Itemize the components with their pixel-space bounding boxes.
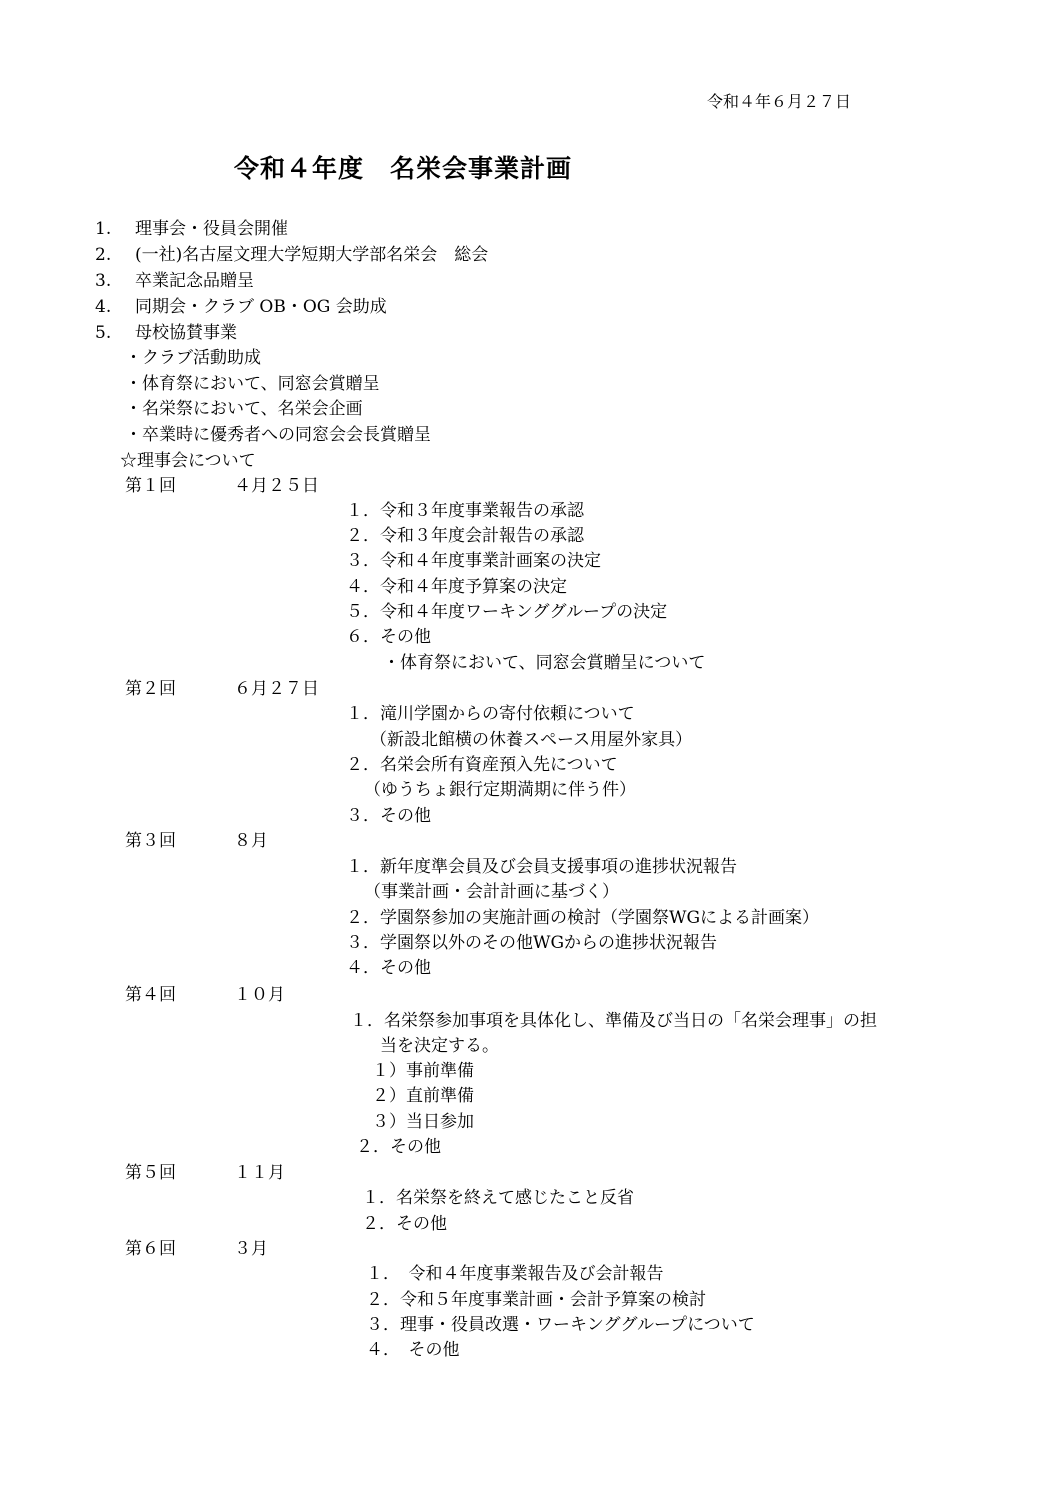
agenda-item: ４．令和４年度予算案の決定 bbox=[346, 577, 567, 597]
agenda-item: ３．理事・役員改選・ワーキンググループについて bbox=[366, 1315, 755, 1335]
plan-item-text: 母校協賛事業 bbox=[135, 323, 237, 343]
agenda-item: （新設北館横の休養スペース用屋外家具） bbox=[370, 730, 693, 750]
agenda-item: ５．令和４年度ワーキンググループの決定 bbox=[346, 602, 668, 622]
meeting-label: 第６回 bbox=[125, 1239, 176, 1259]
plan-item-number: 4. bbox=[95, 297, 112, 317]
agenda-item: １． 令和４年度事業報告及び会計報告 bbox=[366, 1264, 664, 1284]
sub-item: ・卒業時に優秀者への同窓会会長賞贈呈 bbox=[125, 425, 431, 445]
sub-item: ・名栄祭において、名栄会企画 bbox=[125, 399, 363, 419]
sub-item: ・クラブ活動助成 bbox=[125, 348, 261, 368]
meeting-label: 第１回 bbox=[125, 476, 176, 496]
document-date: 令和４年６月２７日 bbox=[707, 92, 852, 111]
agenda-item: ３）当日参加 bbox=[372, 1112, 474, 1132]
agenda-item: １．滝川学園からの寄付依頼について bbox=[346, 704, 635, 724]
agenda-item: １．名栄祭を終えて感じたこと反省 bbox=[362, 1188, 634, 1208]
plan-item-text: 同期会・クラブ OB・OG 会助成 bbox=[135, 297, 387, 317]
agenda-item: ・体育祭において、同窓会賞贈呈について bbox=[383, 653, 706, 673]
plan-item-number: 3. bbox=[95, 271, 112, 291]
meeting-label: 第５回 bbox=[125, 1163, 176, 1183]
agenda-item: ３．その他 bbox=[346, 806, 431, 826]
plan-item-number: 5. bbox=[95, 323, 112, 343]
meeting-label: 第２回 bbox=[125, 679, 176, 699]
agenda-item: ２．その他 bbox=[356, 1137, 441, 1157]
agenda-item: ４．その他 bbox=[346, 958, 431, 978]
agenda-item: ２）直前準備 bbox=[372, 1086, 474, 1106]
agenda-item: ２．令和３年度会計報告の承認 bbox=[346, 526, 584, 546]
agenda-item: １．令和３年度事業報告の承認 bbox=[346, 501, 584, 521]
meeting-date: ８月 bbox=[234, 831, 268, 851]
meeting-label: 第３回 bbox=[125, 831, 176, 851]
agenda-item: ４． その他 bbox=[366, 1340, 460, 1360]
agenda-item: ２．その他 bbox=[362, 1214, 447, 1234]
meeting-label: 第４回 bbox=[125, 985, 176, 1005]
meeting-date: １１月 bbox=[234, 1163, 285, 1183]
agenda-item: （ゆうちょ銀行定期満期に伴う件） bbox=[364, 780, 636, 800]
agenda-item: １．新年度準会員及び会員支援事項の進捗状況報告 bbox=[346, 857, 737, 877]
plan-item-text: (一社)名古屋文理大学短期大学部名栄会 総会 bbox=[135, 245, 489, 265]
meeting-date: ６月２７日 bbox=[234, 679, 319, 699]
agenda-item: ２．学園祭参加の実施計画の検討（学園祭WGによる計画案） bbox=[346, 908, 820, 928]
agenda-item: ３．令和４年度事業計画案の決定 bbox=[346, 551, 601, 571]
board-heading: ☆理事会について bbox=[120, 451, 256, 471]
agenda-item: 当を決定する。 bbox=[380, 1036, 499, 1056]
agenda-item: １．名栄祭参加事項を具体化し、準備及び当日の「名栄会理事」の担 bbox=[350, 1011, 877, 1031]
plan-item-number: 2. bbox=[95, 245, 112, 265]
agenda-item: １）事前準備 bbox=[372, 1061, 474, 1081]
document-title: 令和４年度 名栄会事業計画 bbox=[234, 154, 573, 183]
meeting-date: ４月２５日 bbox=[234, 476, 319, 496]
plan-item-text: 卒業記念品贈呈 bbox=[135, 271, 254, 291]
meeting-date: ３月 bbox=[234, 1239, 268, 1259]
sub-item: ・体育祭において、同窓会賞贈呈 bbox=[125, 374, 380, 394]
meeting-date: １０月 bbox=[234, 985, 285, 1005]
agenda-item: ６．その他 bbox=[346, 627, 431, 647]
plan-item-number: 1. bbox=[95, 219, 112, 239]
agenda-item: ２．令和５年度事業計画・会計予算案の検討 bbox=[366, 1290, 706, 1310]
agenda-item: ２．名栄会所有資産預入先について bbox=[346, 755, 618, 775]
agenda-item: （事業計画・会計計画に基づく） bbox=[364, 882, 619, 902]
agenda-item: ３．学園祭以外のその他WGからの進捗状況報告 bbox=[346, 933, 718, 953]
plan-item-text: 理事会・役員会開催 bbox=[135, 219, 288, 239]
